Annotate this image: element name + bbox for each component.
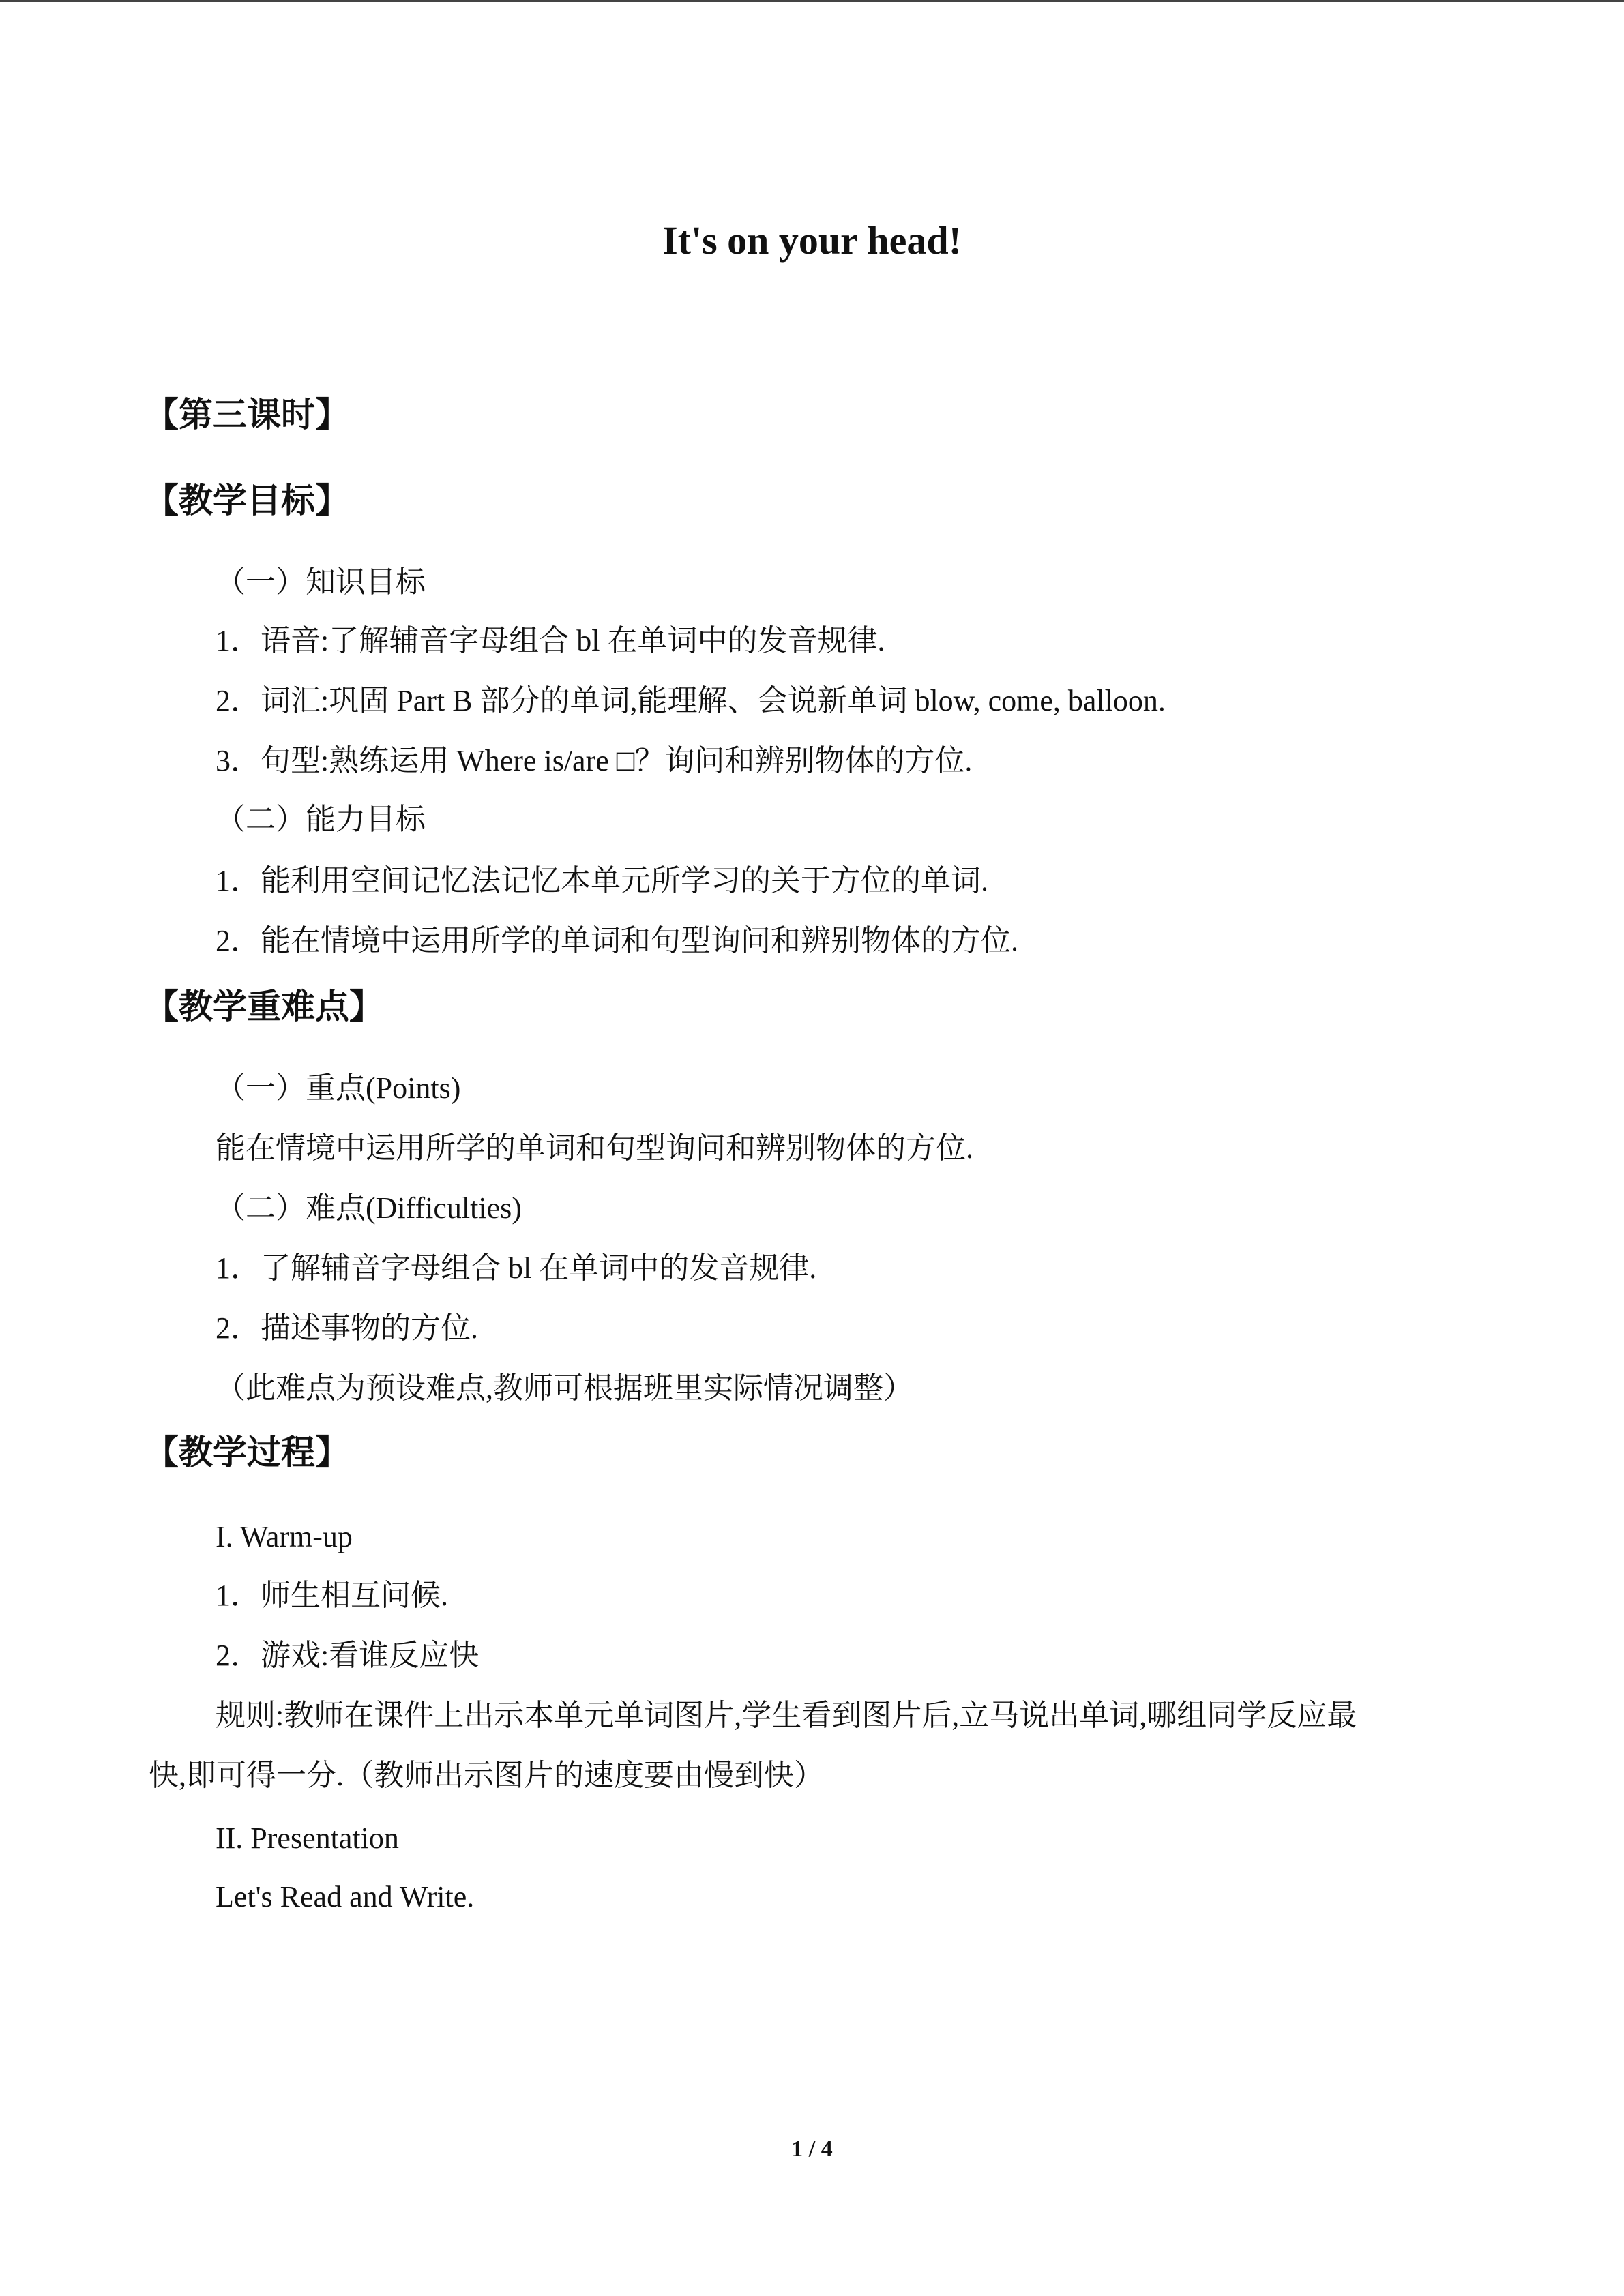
knowledge-item: 3．句型:熟练运用 Where is/are □？询问和辨别物体的方位. [216, 744, 973, 777]
knowledge-item: 1．语音:了解辅音字母组合 bl 在单词中的发音规律. [216, 624, 885, 657]
ability-item: 2．能在情境中运用所学的单词和句型询问和辨别物体的方位. [216, 924, 1018, 957]
difficulties-note: （此难点为预设难点,教师可根据班里实际情况调整） [216, 1371, 913, 1405]
ability-objectives-label: （二）能力目标 [216, 803, 426, 836]
process-heading: 【教学过程】 [145, 1433, 349, 1472]
document-title: It's on your head! [662, 218, 962, 263]
page-number: 1 / 4 [791, 2136, 833, 2162]
presentation-text: Let's Read and Write. [216, 1880, 475, 1913]
key-points-heading: 【教学重难点】 [145, 987, 383, 1026]
difficulty-item: 1．了解辅音字母组合 bl 在单词中的发音规律. [216, 1251, 817, 1285]
lesson-heading: 【第三课时】 [145, 395, 349, 434]
warmup-item: 1．师生相互问候. [216, 1579, 448, 1612]
rule-text-line: 规则:教师在课件上出示本单元单词图片,学生看到图片后,立马说出单词,哪组同学反应最 [216, 1699, 1357, 1732]
difficulties-label: （二）难点(Difficulties) [216, 1191, 522, 1225]
presentation-label: II. Presentation [216, 1821, 399, 1855]
objectives-heading: 【教学目标】 [145, 481, 349, 520]
points-label: （一）重点(Points) [216, 1071, 461, 1105]
points-text: 能在情境中运用所学的单词和句型询问和辨别物体的方位. [216, 1131, 973, 1165]
warmup-label: I. Warm-up [216, 1520, 353, 1553]
knowledge-item: 2．词汇:巩固 Part B 部分的单词,能理解、会说新单词 blow, come, balloon. [216, 684, 1166, 717]
warmup-item: 2．游戏:看谁反应快 [216, 1639, 479, 1672]
ability-item: 1．能利用空间记忆法记忆本单元所学习的关于方位的单词. [216, 864, 988, 897]
page-top-border [0, 0, 1624, 2]
difficulty-item: 2．描述事物的方位. [216, 1311, 478, 1345]
rule-text-line: 快,即可得一分.（教师出示图片的速度要由慢到快） [149, 1759, 824, 1792]
knowledge-objectives-label: （一）知识目标 [216, 565, 426, 599]
